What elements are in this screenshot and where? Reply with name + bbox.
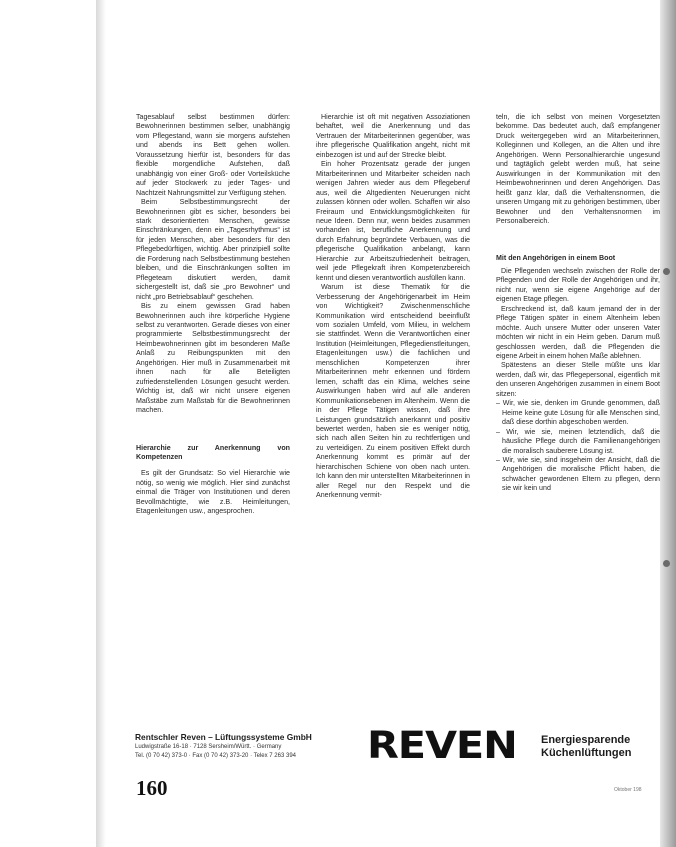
col2-paragraph-3: Warum ist diese Thematik für die Verbesserung der Angehörigenarbeit im Heim von Wichtigkeit? Zwischenmenschliche Kommunikation wird entscheidend beeinflußt vom sozialen Umfeld, vom Milieu, in welchem sie stattfindet. Wenn die Verantwortlichen einer Institution (Heimleitungen, Pflegedienstleitungen, Etagenleitungen usw.) die fachlichen und menschlichen Kompetenzen ihrer Mitarbeiterinnen mehr erkennen und fördern lernen, schafft das ein Klima, welches seine Auswirkungen haben wird auf alle anderen Kommunikationsebenen im Altenheim. Wenn die in der Pflege Tätigen wissen, daß ihre Leistungen grundsätzlich anerkannt und positiv bewertet werden, haben sie es weniger nötig, sich nach allen Seiten hin zu rechtfertigen und zu verteidigen. Zu einem positiven Effekt durch Anerkennung kommt es primär auf der hierarchischen Schiene von oben nach unten. Ich kann den mir unterstellten Mitarbeiterinnen in aller Regel nur den Respekt und die Anerkennung vermit-	[316, 283, 470, 500]
column-3	[496, 113, 660, 494]
binding-hole-mark	[663, 268, 670, 275]
column-1	[136, 113, 290, 517]
ad-company-name: Rentschler Reven – Lüftungssysteme GmbH	[135, 732, 312, 742]
list-item: – Wir, wie sie, meinen letztendlich, daß die häusliche Pflege durch die Familienangehörigen die moralisch sauberere Lösung ist.	[496, 428, 660, 456]
col3-paragraph-4: Spätestens an dieser Stelle müßte uns klar werden, daß wir, das Pflegepersonal, eigentlich mit den unseren Angehörigen zusammen in einem Boot sitzen:	[496, 361, 660, 398]
col1-paragraph-4: Es gilt der Grundsatz: So viel Hierarchie wie nötig, so wenig wie möglich. Hier sind zunächst einmal die Träger von Institutionen und deren Bevollmächtigte, wie z.B. Heimleitungen, Etagenleitungen usw., angesprochen.	[136, 469, 290, 516]
col3-paragraph-2: Die Pflegenden wechseln zwischen der Rolle der Pflegenden und der Rolle der Angehörigen und ihr, nicht nur, wenn sie eigene Angehörige auf der eigenen Etage pflegen.	[496, 266, 660, 304]
col3-paragraph-1: teln, die ich selbst von meinen Vorgesetzten bekomme. Das bedeutet auch, daß empfangener Druck weitergegeben wird an Mitarbeiterinnen, Kolleginnen und Kollegen, an die Alten und ihre Angehörigen. Wenn Personalhierarchie ungesund und tagtäglich gelebt werden muß, hat seine Auswirkungen in der Kommunikation mit den Heimbewohnerinnen und deren Angehörigen. Das heißt ganz klar, daß die Verhaltensnormen, die unseren Umgang mit zu gehörigen bestimmen, über Bewohner und den Verhaltensnormen im Personalbereich.	[496, 113, 660, 225]
ad-slogan-line-1: Energiesparende	[541, 734, 631, 746]
advertisement-banner	[135, 726, 663, 766]
ad-contact: Tel. (0 70 42) 373-0 · Fax (0 70 42) 373-20 · Telex 7 263 394	[135, 753, 296, 759]
col3-heading: Mit den Angehörigen in einem Boot	[496, 254, 616, 263]
col3-paragraph-3: Erschreckend ist, daß kaum jemand der in der Pflege Tätigen später in einem Altenheim leben möchte. Auch unsere Mutter oder unseren Vater möchten wir nicht in ein Heim geben. Darum muß geschlossen werden, daß die Pflegenden die eigene Arbeit in einem hohen Maße ablehnen.	[496, 304, 660, 360]
col1-paragraph-3: Bis zu einem gewissen Grad haben Bewohnerinnen auch ihre körperliche Hygiene selbst zu verantworten. Gerade dieses von einer programmierte Selbstbestimmungsrecht der Heimbewohnerinnen gibt im besonderen Maße Anlaß zu Reibungspunkten mit den Angehörigen. Hier muß in Zusammenarbeit mit ihnen nach für alle Beteiligten zufriedenstellenden Lösungen gesucht werden. Wichtig ist, daß wir nicht unsere eigenen Maßstäbe zum Maßstab für die Bewohnerinnen machen.	[136, 302, 290, 415]
list-item: – Wir, wie sie, denken im Grunde genommen, daß Heime keine gute Lösung für alle Menschen sind, daß diese dorthin abgeschoben werden.	[496, 399, 660, 427]
ad-address: Ludwigstraße 16-18 · 7128 Sersheim/Württ. · Germany	[135, 744, 282, 750]
binding-hole-mark	[663, 560, 670, 567]
ad-slogan-line-2: Küchenlüftungen	[541, 746, 632, 759]
col2-paragraph-1: Hierarchie ist oft mit negativen Assoziationen behaftet, weil die Anerkennung und das Vertrauen der Mitarbeiterinnen gegenüber, was ihre pflegerische Qualifikation angeht, nicht mit einbezogen ist und auf der Strecke bleibt.	[316, 113, 470, 159]
ad-slogan	[541, 734, 631, 759]
page-spine-shadow	[96, 0, 106, 847]
issue-label: Oktober 198	[614, 787, 642, 793]
col1-paragraph-2: Beim Selbstbestimmungsrecht der Bewohnerinnen gibt es sicher, besonders bei stark desorientierten Menschen, gewisse Einschränkungen, denn ein „Tagesrhythmus“ ist für jeden Menschen, aber besonders für den Pflegebedürftigen, wichtig. Aber prinzipiell sollte die Forderung nach Selbstbestimmung bestehen bleiben, und die Einschränkungen sollten im Pflegeteam diskutiert werden, damit sichergestellt ist, daß sie „pro Bewohner“ und nicht „pro Betriebsablauf“ geschehen.	[136, 198, 290, 301]
col2-paragraph-2: Ein hoher Prozentsatz gerade der jungen Mitarbeiterinnen und Mitarbeiter scheiden nach wenigen Jahren wieder aus dem Pflegeberuf aus, weil die Altgedienten Neuerungen nicht zulassen können oder wollen. Schaffen wir also Freiraum und Entwicklungsmöglichkeiten für neue Ideen. Denn nur, wenn beides zusammen vorhanden ist, berufliche Anerkennung und durch Erfahrung begründete Verbauen, was die pflegerische Qualifikation anbelangt, kann Hierarchie zur Arbeitszufriedenheit beitragen, weil jede Pflegekraft ihren Kompetenzbereich kennt und diesen verantwortlich ausfüllen kann.	[316, 160, 470, 282]
col1-heading: Hierarchie zur Anerkennung von Kompetenzen	[136, 443, 290, 461]
reven-logo: REVEN	[367, 724, 517, 767]
col1-paragraph-1: Tagesablauf selbst bestimmen dürfen: Bewohnerinnen bestimmen selber, unabhängig vom Pflegestand, wann sie morgens aufstehen und abends ins Bett gehen wollen. Voraussetzung hierfür ist, besonders für das flexible morgendliche Aufstehen, daß unabhängig von einer Groß- oder Vorteilsküche auf jeder Stockwerk zu jeder Tages- und Nachtzeit Nahrungsmittel zur Verfügung stehen.	[136, 113, 290, 197]
page-number: 160	[136, 776, 168, 800]
col3-bullet-list	[496, 399, 660, 494]
column-2	[316, 113, 470, 501]
page-edge-shadow	[660, 0, 676, 847]
list-item: – Wir, wie sie, sind insgeheim der Ansicht, daß die Angehörigen die moralische Pflicht haben, die schwächer gewordenen Eltern zu pflegen, denn sie wir kein und	[496, 456, 660, 494]
